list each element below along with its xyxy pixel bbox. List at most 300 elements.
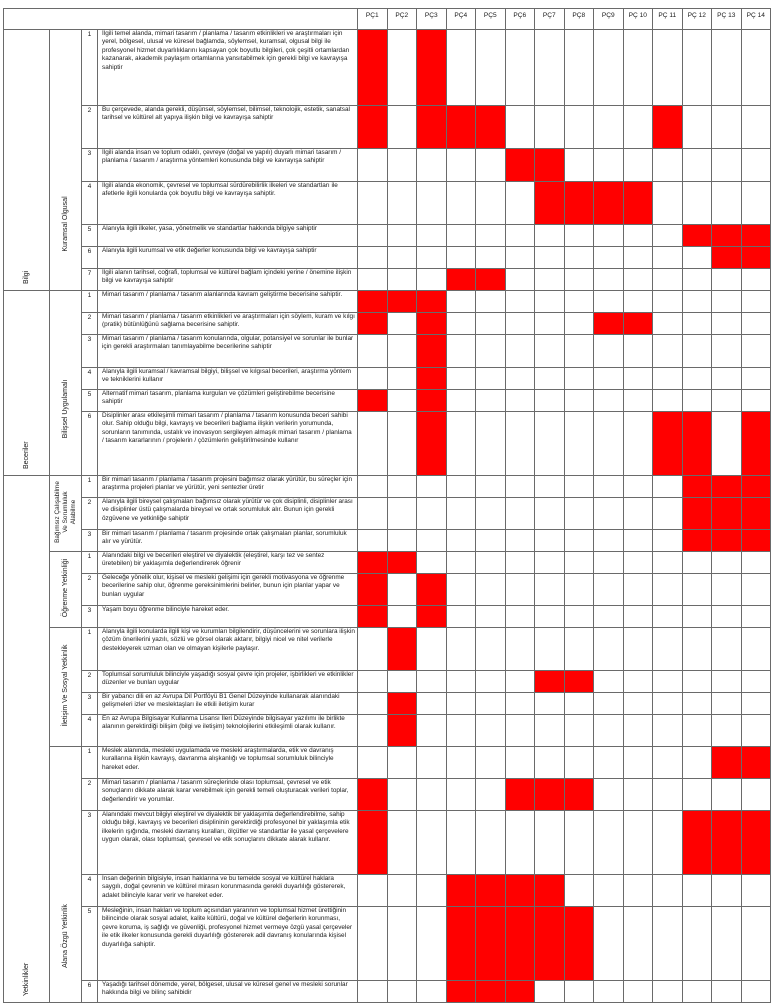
matrix-cell-marked [505, 779, 535, 811]
matrix-cell-empty [653, 368, 683, 390]
matrix-cell-empty [387, 981, 417, 1003]
matrix-cell-marked [741, 476, 771, 498]
matrix-cell-marked [564, 779, 594, 811]
matrix-cell-empty [505, 552, 535, 574]
matrix-cell-empty [682, 106, 712, 149]
matrix-cell-empty [712, 981, 742, 1003]
matrix-cell-marked [417, 574, 447, 606]
matrix-cell-empty [417, 628, 447, 671]
matrix-cell-empty [446, 225, 476, 247]
matrix-cell-empty [476, 291, 506, 313]
matrix-cell-empty [653, 530, 683, 552]
matrix-cell-empty [741, 149, 771, 182]
matrix-cell-marked [387, 715, 417, 747]
matrix-cell-empty [387, 498, 417, 530]
matrix-cell-empty [564, 628, 594, 671]
matrix-cell-empty [387, 247, 417, 269]
matrix-cell-empty [712, 552, 742, 574]
matrix-cell-empty [446, 498, 476, 530]
table-row [4, 530, 771, 552]
matrix-cell-empty [387, 390, 417, 412]
matrix-cell-empty [682, 552, 712, 574]
matrix-cell-empty [623, 335, 653, 368]
matrix-cell-empty [535, 981, 565, 1003]
outcome-number: 3 [82, 149, 98, 182]
matrix-cell-marked [535, 779, 565, 811]
outcome-text: Alanıyla ilgili ilkeler, yasa, yönetmelik ve standartlar hakkında bilgiye sahiptir [98, 225, 358, 247]
matrix-cell-empty [623, 693, 653, 715]
table-row [4, 149, 771, 182]
matrix-cell-empty [535, 693, 565, 715]
matrix-cell-empty [476, 715, 506, 747]
matrix-cell-empty [387, 225, 417, 247]
matrix-cell-empty [623, 715, 653, 747]
matrix-cell-empty [446, 368, 476, 390]
matrix-cell-empty [564, 811, 594, 875]
matrix-cell-marked [387, 628, 417, 671]
matrix-cell-empty [387, 368, 417, 390]
column-header: PÇ3 [417, 9, 447, 30]
matrix-cell-marked [476, 907, 506, 981]
matrix-cell-marked [417, 335, 447, 368]
matrix-cell-empty [535, 106, 565, 149]
matrix-cell-empty [712, 291, 742, 313]
matrix-cell-empty [623, 498, 653, 530]
matrix-cell-empty [653, 779, 683, 811]
matrix-cell-empty [564, 291, 594, 313]
matrix-cell-marked [446, 106, 476, 149]
matrix-cell-empty [594, 628, 624, 671]
matrix-cell-empty [594, 412, 624, 476]
matrix-cell-marked [594, 182, 624, 225]
outcome-number: 6 [82, 981, 98, 1003]
matrix-cell-empty [594, 390, 624, 412]
matrix-cell-empty [653, 671, 683, 693]
subgroup-label [50, 291, 82, 476]
matrix-cell-empty [564, 606, 594, 628]
matrix-cell-marked [417, 106, 447, 149]
outcome-text: Alanıyla ilgili konularda ilgili kişi ve kurumları bilgilendirir, düşüncelerini ve sorunlara ilişkin çözüm önerilerini yazılı, sözlü ve görsel olarak aktarır, bilgiyi nicel ve nitel verilerle destekleyerek uzman olan ve olmayan kişilerle paylaşır. [98, 628, 358, 671]
matrix-cell-marked [712, 747, 742, 779]
matrix-cell-marked [358, 390, 388, 412]
matrix-cell-empty [446, 313, 476, 335]
outcome-text: Alanındaki mevcut bilgiyi eleştirel ve diyalektik bir yaklaşımla değerlendirebilme, sahip olduğu bilgi, kavrayış ve becerileri disiplininin gerektirdiği profesyonel bir yaklaşımla etik ilkelerin ışığında, mesleki davranış kuralları, ölçütler ve standartlar ile yasal çerçevelere uygun olarak, olası toplumsal, çevresel ve etik sonuçlarını dikkate alarak kullanır. [98, 811, 358, 875]
table-row [4, 693, 771, 715]
outcome-number: 2 [82, 313, 98, 335]
outcome-number: 3 [82, 530, 98, 552]
matrix-cell-empty [564, 574, 594, 606]
matrix-cell-empty [476, 225, 506, 247]
matrix-cell-empty [505, 476, 535, 498]
outcome-text: Bir yabancı dili en az Avrupa Dil Portföyü B1 Genel Düzeyinde kullanarak alanındaki gelişmeleri izler ve meslektaşları ile etkili iletişim kurar [98, 693, 358, 715]
matrix-cell-empty [535, 390, 565, 412]
outcome-text: Alanıyla ilgili kurumsal ve etik değerler konusunda bilgi ve kavrayışa sahiptir [98, 247, 358, 269]
matrix-cell-empty [387, 106, 417, 149]
matrix-cell-empty [741, 182, 771, 225]
matrix-cell-empty [535, 574, 565, 606]
matrix-cell-marked [623, 182, 653, 225]
matrix-cell-empty [446, 335, 476, 368]
matrix-cell-empty [594, 476, 624, 498]
column-header: PÇ2 [387, 9, 417, 30]
matrix-cell-empty [564, 368, 594, 390]
subgroup-label-text: Kuramsal Olgusal [61, 196, 69, 252]
matrix-cell-empty [387, 671, 417, 693]
matrix-cell-empty [387, 476, 417, 498]
matrix-cell-empty [505, 671, 535, 693]
matrix-cell-empty [653, 552, 683, 574]
subgroup-label [50, 747, 82, 1003]
outcome-number: 3 [82, 811, 98, 875]
matrix-cell-empty [653, 628, 683, 671]
matrix-cell-empty [682, 390, 712, 412]
column-header: PÇ1 [358, 9, 388, 30]
matrix-cell-empty [564, 693, 594, 715]
matrix-cell-empty [446, 30, 476, 106]
matrix-cell-empty [535, 225, 565, 247]
matrix-cell-empty [505, 530, 535, 552]
matrix-cell-empty [387, 747, 417, 779]
matrix-cell-empty [712, 907, 742, 981]
matrix-cell-empty [741, 907, 771, 981]
matrix-cell-empty [505, 30, 535, 106]
matrix-cell-empty [741, 106, 771, 149]
matrix-cell-marked [564, 907, 594, 981]
matrix-cell-empty [653, 811, 683, 875]
matrix-cell-empty [623, 671, 653, 693]
table-row [4, 335, 771, 368]
matrix-cell-empty [564, 335, 594, 368]
matrix-cell-marked [712, 811, 742, 875]
header-blank [4, 9, 358, 30]
matrix-cell-empty [417, 981, 447, 1003]
matrix-cell-empty [476, 390, 506, 412]
table-row [4, 498, 771, 530]
group-label-text: Beceriler [22, 441, 30, 469]
matrix-cell-marked [417, 368, 447, 390]
matrix-cell-empty [446, 693, 476, 715]
matrix-cell-empty [417, 671, 447, 693]
matrix-cell-empty [653, 693, 683, 715]
matrix-cell-empty [417, 552, 447, 574]
matrix-cell-marked [505, 875, 535, 907]
column-header: PÇ8 [564, 9, 594, 30]
outcome-number: 6 [82, 247, 98, 269]
matrix-cell-empty [387, 149, 417, 182]
outcome-text: Mimari tasarım / planlama / tasarım alanlarında kavram geliştirme becerisine sahiptir. [98, 291, 358, 313]
matrix-cell-empty [741, 981, 771, 1003]
matrix-cell-marked [535, 907, 565, 981]
matrix-cell-empty [387, 574, 417, 606]
column-header: PÇ 11 [653, 9, 683, 30]
matrix-cell-empty [682, 747, 712, 779]
matrix-cell-empty [712, 182, 742, 225]
matrix-cell-empty [505, 225, 535, 247]
matrix-cell-empty [417, 875, 447, 907]
matrix-cell-empty [417, 269, 447, 291]
matrix-cell-empty [564, 313, 594, 335]
matrix-cell-empty [623, 606, 653, 628]
matrix-cell-empty [653, 269, 683, 291]
matrix-cell-empty [417, 747, 447, 779]
matrix-cell-empty [623, 412, 653, 476]
column-header: PÇ6 [505, 9, 535, 30]
matrix-cell-empty [417, 149, 447, 182]
matrix-cell-empty [623, 907, 653, 981]
matrix-cell-empty [653, 149, 683, 182]
matrix-cell-empty [682, 606, 712, 628]
matrix-cell-empty [623, 875, 653, 907]
matrix-cell-empty [387, 907, 417, 981]
matrix-cell-empty [387, 269, 417, 291]
matrix-cell-empty [505, 747, 535, 779]
matrix-cell-empty [564, 498, 594, 530]
matrix-cell-empty [446, 747, 476, 779]
outcome-text: İlgili alanda insan ve toplum odaklı, çevreye (doğal ve yapılı) duyarlı mimari tasarım / planlama / tasarım / araştırma yöntemleri konusunda bilgi ve kavrayışa sahiptir [98, 149, 358, 182]
matrix-cell-empty [712, 412, 742, 476]
table-row [4, 606, 771, 628]
matrix-cell-empty [653, 875, 683, 907]
matrix-cell-empty [623, 476, 653, 498]
matrix-cell-empty [476, 693, 506, 715]
matrix-cell-empty [564, 149, 594, 182]
matrix-cell-empty [682, 30, 712, 106]
matrix-cell-empty [741, 368, 771, 390]
matrix-cell-empty [623, 574, 653, 606]
matrix-cell-empty [653, 291, 683, 313]
matrix-cell-marked [535, 182, 565, 225]
matrix-cell-empty [387, 313, 417, 335]
matrix-cell-marked [476, 981, 506, 1003]
matrix-cell-empty [535, 368, 565, 390]
column-header: PÇ 14 [741, 9, 771, 30]
matrix-cell-empty [682, 715, 712, 747]
matrix-cell-empty [682, 693, 712, 715]
matrix-cell-empty [476, 747, 506, 779]
matrix-cell-empty [594, 530, 624, 552]
matrix-cell-empty [594, 149, 624, 182]
matrix-cell-marked [446, 875, 476, 907]
matrix-cell-empty [594, 552, 624, 574]
matrix-cell-empty [682, 907, 712, 981]
matrix-cell-empty [476, 247, 506, 269]
matrix-cell-empty [535, 747, 565, 779]
matrix-cell-empty [682, 313, 712, 335]
matrix-cell-empty [594, 715, 624, 747]
matrix-cell-empty [505, 247, 535, 269]
matrix-cell-empty [653, 390, 683, 412]
matrix-cell-empty [535, 335, 565, 368]
column-header: PÇ 13 [712, 9, 742, 30]
matrix-cell-empty [594, 671, 624, 693]
matrix-cell-marked [712, 530, 742, 552]
matrix-cell-empty [653, 981, 683, 1003]
matrix-cell-marked [535, 875, 565, 907]
outcome-number: 2 [82, 779, 98, 811]
matrix-cell-empty [594, 30, 624, 106]
matrix-cell-empty [505, 182, 535, 225]
outcome-number: 4 [82, 875, 98, 907]
matrix-cell-empty [358, 225, 388, 247]
matrix-cell-empty [712, 368, 742, 390]
matrix-cell-empty [387, 30, 417, 106]
matrix-cell-empty [446, 628, 476, 671]
group-label [4, 30, 50, 291]
matrix-cell-empty [712, 875, 742, 907]
matrix-cell-empty [712, 269, 742, 291]
matrix-cell-empty [653, 247, 683, 269]
matrix-cell-empty [741, 313, 771, 335]
subgroup-label [50, 30, 82, 291]
matrix-cell-empty [623, 811, 653, 875]
matrix-cell-empty [476, 498, 506, 530]
matrix-cell-empty [712, 606, 742, 628]
matrix-cell-marked [682, 498, 712, 530]
matrix-cell-empty [476, 628, 506, 671]
matrix-cell-empty [712, 149, 742, 182]
matrix-cell-empty [505, 368, 535, 390]
matrix-cell-empty [564, 747, 594, 779]
matrix-cell-empty [535, 606, 565, 628]
outcome-text: İlgili temel alanda, mimari tasarım / planlama / tasarım etkinlikleri ve araştırmaları için yerel, bölgesel, ulusal ve küresel bağlamda, söylemsel, kuramsal, olgusal bilgi ile profesyonel hizmet duyarlılıklarını kapsayan çok boyutlu bilgileri, çok çeşitli ortamlardan kazanarak, akademik paylaşım ortamlarına yansıtabilmek için gerekli bilgi ve kavrayışa sahiptir [98, 30, 358, 106]
outcome-number: 1 [82, 552, 98, 574]
outcome-number: 5 [82, 907, 98, 981]
column-header: PÇ 10 [623, 9, 653, 30]
matrix-cell-empty [446, 779, 476, 811]
matrix-cell-empty [653, 715, 683, 747]
matrix-cell-empty [505, 291, 535, 313]
matrix-cell-marked [358, 606, 388, 628]
table-row [4, 313, 771, 335]
outcome-text: Alanıyla ilgili bireysel çalışmaları bağımsız olarak yürütür ve çok disiplinli, disiplinler arası ve disiplinler üstü çalışmalarda bireysel ve ortak sorumluluk alır. Bunun için gerekli özgüvene ve yetkinliğe sahiptir [98, 498, 358, 530]
matrix-cell-empty [535, 530, 565, 552]
matrix-cell-marked [358, 779, 388, 811]
matrix-cell-empty [446, 291, 476, 313]
table-row [4, 269, 771, 291]
matrix-cell-empty [623, 552, 653, 574]
matrix-cell-empty [712, 30, 742, 106]
matrix-cell-marked [594, 313, 624, 335]
matrix-cell-empty [623, 149, 653, 182]
competency-matrix [3, 8, 770, 1003]
table-row [4, 574, 771, 606]
matrix-cell-empty [741, 30, 771, 106]
matrix-cell-empty [682, 368, 712, 390]
matrix-cell-empty [417, 779, 447, 811]
matrix-cell-empty [476, 313, 506, 335]
matrix-cell-empty [417, 715, 447, 747]
matrix-cell-empty [741, 291, 771, 313]
table-row [4, 390, 771, 412]
matrix-cell-empty [682, 247, 712, 269]
table-row [4, 811, 771, 875]
outcome-number: 1 [82, 747, 98, 779]
matrix-cell-empty [741, 693, 771, 715]
outcome-text: Mimari tasarım / planlama / tasarım etkinlikleri ve araştırmaları için söylem, kuram ve kılgı (pratik) bütünlüğünü sağlama becerisine sahiptir. [98, 313, 358, 335]
matrix-cell-marked [387, 693, 417, 715]
matrix-cell-marked [446, 981, 476, 1003]
group-label-text: Bilgi [22, 270, 30, 284]
outcome-number: 5 [82, 225, 98, 247]
matrix-cell-marked [417, 606, 447, 628]
column-header: PÇ5 [476, 9, 506, 30]
matrix-cell-empty [446, 671, 476, 693]
matrix-cell-empty [741, 715, 771, 747]
matrix-cell-empty [446, 530, 476, 552]
outcome-number: 6 [82, 412, 98, 476]
group-label [4, 476, 50, 1003]
outcome-number: 3 [82, 606, 98, 628]
matrix-cell-empty [623, 747, 653, 779]
matrix-cell-empty [505, 606, 535, 628]
subgroup-label-text: Öğrenme Yetkinliği [61, 558, 69, 618]
matrix-cell-marked [446, 907, 476, 981]
matrix-cell-empty [358, 671, 388, 693]
table-row [4, 552, 771, 574]
matrix-cell-empty [476, 574, 506, 606]
matrix-cell-empty [682, 875, 712, 907]
group-label [4, 291, 50, 476]
column-header: PÇ9 [594, 9, 624, 30]
matrix-cell-empty [358, 693, 388, 715]
subgroup-label-text: Bağımsız Çalışabilme Ve Sorumluluk Alabilme [53, 481, 77, 543]
matrix-cell-empty [387, 335, 417, 368]
matrix-cell-empty [535, 498, 565, 530]
matrix-cell-empty [594, 247, 624, 269]
subgroup-label [50, 476, 82, 552]
matrix-cell-empty [564, 412, 594, 476]
outcome-text: Meslek alanında, mesleki uygulamada ve mesleki araştırmalarda, etik ve davranış kurallarına ilişkin kavrayış, davranma alışkanlığı ve toplumsal sorumluluk bilinciyle hareket eder. [98, 747, 358, 779]
matrix-cell-empty [358, 368, 388, 390]
matrix-cell-empty [741, 574, 771, 606]
matrix-cell-empty [417, 811, 447, 875]
outcome-text: En az Avrupa Bilgisayar Kullanma Lisansı İleri Düzeyinde bilgisayar yazılımı ile birlikte alanının gerektirdiği bilişim (bilgi ve iletişim) teknolojilerini etkileşimli olarak kullanır. [98, 715, 358, 747]
matrix-cell-empty [358, 715, 388, 747]
matrix-cell-empty [387, 779, 417, 811]
matrix-cell-marked [682, 412, 712, 476]
matrix-cell-empty [741, 628, 771, 671]
matrix-cell-empty [564, 715, 594, 747]
matrix-cell-empty [417, 182, 447, 225]
matrix-cell-empty [417, 907, 447, 981]
outcome-number: 3 [82, 335, 98, 368]
matrix-cell-empty [594, 693, 624, 715]
matrix-cell-empty [594, 225, 624, 247]
matrix-cell-marked [682, 530, 712, 552]
matrix-cell-empty [358, 628, 388, 671]
outcome-text: Bir mimari tasarım / planlama / tasarım projesini bağımsız olarak yürütür, bu süreçler için araştırma projeleri planlar ve yürütür, yeni sentezler üretir [98, 476, 358, 498]
matrix-cell-empty [594, 335, 624, 368]
table-row [4, 182, 771, 225]
matrix-cell-empty [476, 671, 506, 693]
table-row [4, 747, 771, 779]
table-row [4, 106, 771, 149]
matrix-cell-empty [623, 291, 653, 313]
matrix-cell-empty [564, 247, 594, 269]
matrix-cell-marked [682, 476, 712, 498]
matrix-cell-empty [535, 715, 565, 747]
outcome-number: 4 [82, 182, 98, 225]
matrix-cell-empty [535, 313, 565, 335]
matrix-cell-empty [623, 225, 653, 247]
matrix-cell-marked [741, 530, 771, 552]
matrix-cell-empty [505, 313, 535, 335]
matrix-cell-empty [653, 476, 683, 498]
matrix-cell-empty [594, 269, 624, 291]
matrix-cell-marked [535, 149, 565, 182]
matrix-cell-empty [623, 390, 653, 412]
matrix-cell-empty [476, 368, 506, 390]
